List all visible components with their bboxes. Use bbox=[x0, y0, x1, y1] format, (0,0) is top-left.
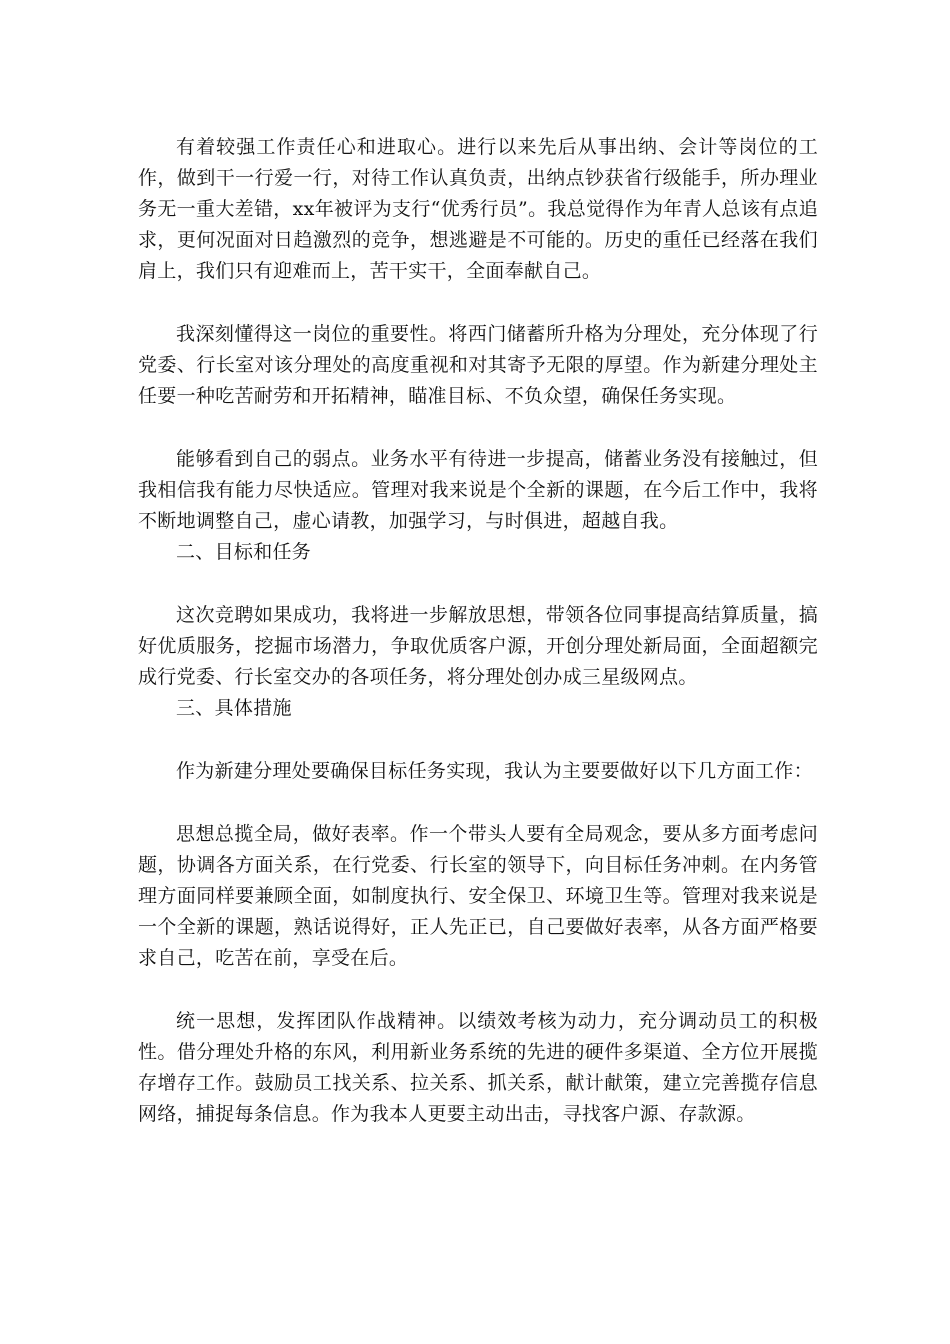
section-heading-measures: 三、具体措施 bbox=[176, 697, 292, 719]
document-body bbox=[138, 132, 818, 1130]
paragraph-goals: 这次竞聘如果成功，我将进一步解放思想，带领各位同事提高结算质量，搞好优质服务，挖掘市场潜力，争取优质客户源，开创分理处新局面，全面超额完成行党委、行长室交办的各项任务，将分理处创办成三星级网点。 bbox=[138, 604, 818, 688]
paragraph-importance: 我深刻懂得这一岗位的重要性。将西门储蓄所升格为分理处，充分体现了行党委、行长室对该分理处的高度重视和对其寄予无限的厚望。作为新建分理处主任要一种吃苦耐劳和开拓精神，瞄准目标、不负众望，确保任务实现。 bbox=[138, 323, 818, 407]
section-heading-goals: 二、目标和任务 bbox=[176, 541, 312, 563]
paragraph-leadership: 思想总揽全局，做好表率。作一个带头人要有全局观念，要从多方面考虑问题，协调各方面关系，在行党委、行长室的领导下，向目标任务冲刺。在内务管理方面同样要兼顾全面，如制度执行、安全保卫、环境卫生等。管理对我来说是一个全新的课题，熟话说得好，正人先正已，自己要做好表率，从各方面严格要求自己，吃苦在前，享受在后。 bbox=[138, 823, 818, 969]
paragraph-responsibility: 有着较强工作责任心和进取心。进行以来先后从事出纳、会计等岗位的工作，做到干一行爱一行，对待工作认真负责，出纳点钞获省行级能手，所办理业务无一重大差错，xx年被评为支行“优秀行员”。我总觉得作为年青人总该有点追求，更何况面对日趋激烈的竞争，想逃避是不可能的。历史的重任已经落在我们肩上，我们只有迎难而上，苦干实干，全面奉献自己。 bbox=[138, 136, 818, 282]
paragraph-measures-intro: 作为新建分理处要确保目标任务实现，我认为主要要做好以下几方面工作： bbox=[176, 760, 813, 782]
paragraph-teamwork: 统一思想，发挥团队作战精神。以绩效考核为动力，充分调动员工的积极性。借分理处升格的东风，利用新业务系统的先进的硬件多渠道、全方位开展揽存增存工作。鼓励员工找关系、拉关系、抓关系，献计献策，建立完善揽存信息网络，捕捉每条信息。作为我本人更要主动出击，寻找客户源、存款源。 bbox=[138, 1010, 818, 1125]
paragraph-weakness: 能够看到自己的弱点。业务水平有待进一步提高，储蓄业务没有接触过，但我相信我有能力尽快适应。管理对我来说是个全新的课题，在今后工作中，我将不断地调整自己，虚心请教，加强学习，与时俱进，超越自我。 bbox=[138, 448, 818, 532]
